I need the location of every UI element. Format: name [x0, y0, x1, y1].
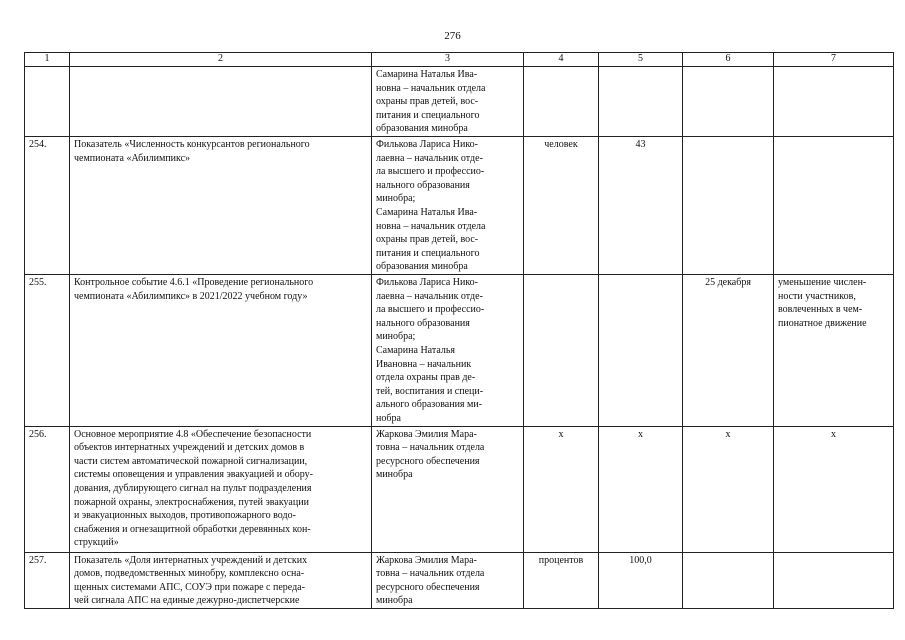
value-cell — [599, 275, 683, 427]
event-name-cell-line: части систем автоматической пожарной сигнализации, — [74, 455, 308, 467]
result-cell — [774, 275, 894, 427]
table-row — [25, 137, 894, 275]
unit-cell: процентов — [524, 552, 599, 608]
responsible-cell-line: товна – начальник отдела — [376, 442, 485, 454]
plan-table — [24, 52, 894, 609]
value-cell: 100,0 — [599, 552, 683, 608]
responsible-cell-line: нального образования — [376, 179, 470, 191]
event-name-cell — [70, 552, 372, 608]
event-name-cell-line: щенных системами АПС, СОУЭ при пожаре с переда- — [74, 581, 305, 593]
result-cell-line: ности участников, — [778, 290, 856, 302]
event-name-cell — [70, 426, 372, 552]
event-name-cell-line: снабжения и огнезащитной обработки деревянных кон- — [74, 523, 311, 535]
result-cell — [774, 552, 894, 608]
responsible-cell-line: новна – начальник отдела — [376, 82, 486, 94]
responsible-cell-line: Жаркова Эмилия Мара- — [376, 428, 477, 440]
value-cell: х — [599, 426, 683, 552]
row-number-cell: 254. — [25, 137, 70, 275]
unit-cell: х — [524, 426, 599, 552]
event-name-cell — [70, 137, 372, 275]
responsible-cell-line: минобра — [376, 469, 413, 481]
header-col-1: 1 — [25, 53, 70, 67]
row-number-cell: 256. — [25, 426, 70, 552]
responsible-cell-line: новна – начальник отдела — [376, 220, 486, 232]
responsible-cell-line: ресурсного обеспечения — [376, 455, 480, 467]
responsible-cell — [372, 137, 524, 275]
responsible-cell-line: минобра; — [376, 331, 416, 343]
row-number-cell: 257. — [25, 552, 70, 608]
event-name-cell — [70, 275, 372, 427]
event-name-cell-line: дования, дублирующего сигнал на пульт подразделения — [74, 482, 312, 494]
event-name-cell-line: системы оповещения и управления эвакуацией и обору- — [74, 469, 313, 481]
header-col-7: 7 — [774, 53, 894, 67]
responsible-cell-line: ла высшего и профессио- — [376, 304, 485, 316]
responsible-cell-line: Самарина Наталья — [376, 344, 456, 356]
responsible-cell-line: питания и специального — [376, 109, 480, 121]
responsible-cell-line: минобра; — [376, 193, 416, 205]
responsible-cell-line: товна – начальник отдела — [376, 568, 485, 580]
result-cell-line: пионатное движение — [778, 317, 867, 329]
page-number: 276 — [444, 30, 461, 42]
responsible-cell-line: Ивановна – начальник — [376, 358, 472, 370]
unit-cell — [524, 67, 599, 137]
date-cell: 25 декабря — [683, 275, 774, 427]
row-number-cell — [25, 67, 70, 137]
row-number-cell: 255. — [25, 275, 70, 427]
event-name-cell-line: Показатель «Численность конкурсантов регионального — [74, 139, 310, 150]
header-col-4: 4 — [524, 53, 599, 67]
responsible-cell-line: тей, воспитания и специ- — [376, 385, 484, 397]
date-cell: х — [683, 426, 774, 552]
header-row — [25, 53, 894, 67]
unit-cell — [524, 275, 599, 427]
responsible-cell-line: Самарина Наталья Ива- — [376, 69, 478, 80]
value-cell: 43 — [599, 137, 683, 275]
event-name-cell-line: Показатель «Доля интернатных учреждений и детских — [74, 554, 308, 566]
responsible-cell-line: охраны прав детей, вос- — [376, 234, 479, 246]
responsible-cell-line: ла высшего и профессио- — [376, 166, 485, 178]
table-row — [25, 426, 894, 552]
responsible-cell-line: Филькова Лариса Нико- — [376, 139, 479, 150]
result-cell-line: уменьшение числен- — [778, 277, 867, 288]
event-name-cell — [70, 67, 372, 137]
header-col-5: 5 — [599, 53, 683, 67]
header-col-2: 2 — [70, 53, 372, 67]
responsible-cell-line: Филькова Лариса Нико- — [376, 277, 479, 288]
result-cell-line: х — [831, 428, 836, 440]
responsible-cell — [372, 275, 524, 427]
result-cell — [774, 137, 894, 275]
table-row — [25, 275, 894, 427]
responsible-cell — [372, 426, 524, 552]
table-row — [25, 67, 894, 137]
table-row — [25, 552, 894, 608]
unit-cell: человек — [524, 137, 599, 275]
date-cell — [683, 552, 774, 608]
event-name-cell-line: струкций» — [74, 537, 119, 549]
event-name-cell-line: объектов интернатных учреждений и детских домов в — [74, 442, 305, 454]
responsible-cell-line: нального образования — [376, 317, 470, 329]
responsible-cell-line: лаевна – начальник отде- — [376, 152, 483, 164]
result-cell — [774, 67, 894, 137]
responsible-cell-line: образования минобра — [376, 123, 468, 135]
responsible-cell — [372, 552, 524, 608]
date-cell — [683, 67, 774, 137]
responsible-cell-line: ального образования ми- — [376, 399, 483, 411]
responsible-cell-line: Жаркова Эмилия Мара- — [376, 554, 477, 566]
date-cell — [683, 137, 774, 275]
header-col-3: 3 — [372, 53, 524, 67]
responsible-cell-line: нобра — [376, 412, 401, 424]
event-name-cell-line: чемпионата «Абилимпикс» в 2021/2022 учебном году» — [74, 290, 308, 302]
value-cell — [599, 67, 683, 137]
responsible-cell-line: охраны прав детей, вос- — [376, 96, 479, 108]
responsible-cell-line: образования минобра — [376, 261, 468, 273]
responsible-cell-line: ресурсного обеспечения — [376, 581, 480, 593]
responsible-cell-line: питания и специального — [376, 247, 480, 259]
header-col-6: 6 — [683, 53, 774, 67]
event-name-cell-line: и эвакуационных выходов, противопожарного водо- — [74, 510, 296, 522]
result-cell-line: вовлеченных в чем- — [778, 304, 863, 316]
result-cell — [774, 426, 894, 552]
responsible-cell-line: Самарина Наталья Ива- — [376, 206, 478, 218]
event-name-cell-line: домов, подведомственных минобру, комплексно осна- — [74, 568, 305, 580]
responsible-cell-line: отдела охраны прав де- — [376, 372, 476, 384]
responsible-cell — [372, 67, 524, 137]
event-name-cell-line: пожарной охраны, электроснабжения, путей эвакуации — [74, 496, 309, 508]
event-name-cell-line: Основное мероприятие 4.8 «Обеспечение безопасности — [74, 428, 312, 440]
event-name-cell-line: Контрольное событие 4.6.1 «Проведение регионального — [74, 277, 314, 288]
event-name-cell-line: чемпионата «Абилимпикс» — [74, 152, 191, 164]
event-name-cell-line: чей сигнала АПС на единые дежурно-диспетчерские — [74, 595, 300, 607]
responsible-cell-line: минобра — [376, 595, 413, 607]
responsible-cell-line: лаевна – начальник отде- — [376, 290, 483, 302]
